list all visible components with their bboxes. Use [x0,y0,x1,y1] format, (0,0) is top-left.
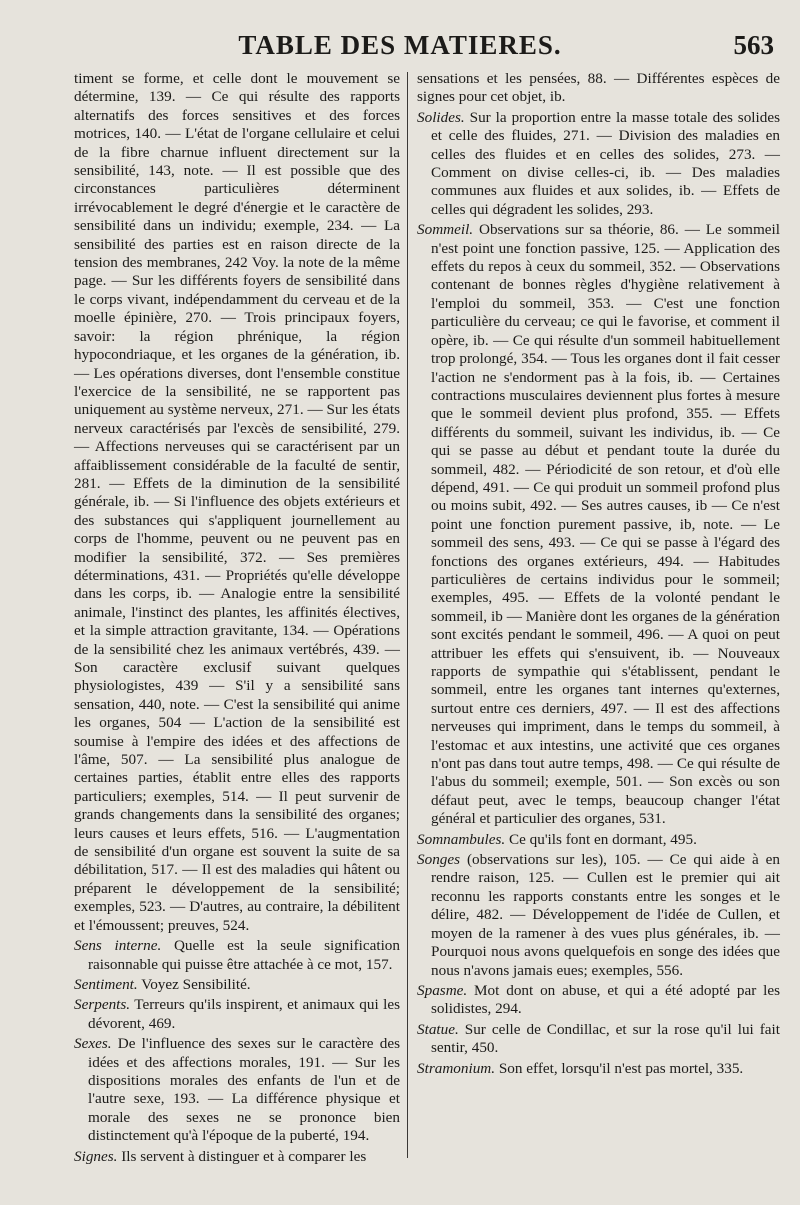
column-divider [407,72,408,1158]
entry-heading: Spasme. [417,981,468,999]
index-entry [74,1148,400,1166]
entry-heading: Sens interne. [74,937,162,955]
index-entry [74,1035,400,1145]
index-entry [417,831,780,849]
index-entry [74,976,400,994]
left-column [74,70,400,1168]
running-head [0,30,800,66]
index-entry [417,1021,780,1058]
entry-text: Son effet, lorsqu'il n'est pas mortel, 335. [495,1059,744,1077]
entry-text: timent se forme, et celle dont le mouvement se détermine, 139. — Ce qui résulte des rapports alternatifs des forces sensitives et des forces motrices, 140. — L'état de l'organe cellulaire et celui de la fibre charnue influent directement sur la sensibilité, 143, note. — Il est possible que des circonstances particulières déterminent irrévocablement le degré d'énergie et le caractère de sensibilité dans un individu; exemple, 234. — La sensibilité des parties est en raison directe de la tension des membranes, 242 Voy. la note de la même page. — Sur les différents foyers de sensibilité dans le corps vivant, indépendamment du cerveau et de la moelle épinière, 270. — Trois principaux foyers, savoir: la région phrénique, la région hypocondriaque, et les organes de la génération, ib. — Les opérations diverses, dont l'ensemble constitue l'exercice de la sensibilité, ne se rapportent pas uniquement au système nerveux, 271. — Sur les états nerveux caractérisés par l'excès de sensibilité, 279. — Affections nerveuses qui se caractérisent par un affaiblissement considérable de la faculté de sentir, 281. — Effets de la diminution de la sensibilité générale, ib. — Si l'influence des objets extérieurs et des substances qui s'appliquent journellement au corps de l'homme, peuvent ou ne peuvent pas en modifier la sensibilité, 372. — Ses premières déterminations, 431. — Propriétés qu'elle développe dans les corps, ib. — Analogie entre la sensibilité animale, l'instinct des plantes, les affinités électives, et la simple attraction gravitante, 134. — Opérations de la sensibilité chez les animaux vertébrés, 439. — Son caractère exclusif suivant quelques physiologistes, 439 — S'il y a sensibilité sans sensation, 440, note. — C'est la sensibilité qui anime les organes, 504 — L'action de la sensibilité est soumise à l'empire des idées et des affections de l'âme, 507. — La sensibilité plus analogue de certaines parties, établit entre elles des rapports particuliers; exemples, 514. — Il peut survenir de grands changements dans la sensibilité des organes; leurs causes et leurs effets, 516. — L'augmentation de sensibilité d'un organe est souvent la suite de sa débilitation, 517. — Il est des maladies qui hâtent ou préparent le développement de la sensibilité; exemples, 523. — D'autres, au contraire, la débilitent et l'émoussent; preuves, 524. [74,70,400,934]
page-title: TABLE DES MATIERES. [238,30,562,60]
index-entry [417,1060,780,1078]
entry-text: Mot dont on abuse, et qui a été adopté par les solidistes, 294. [431,981,780,1018]
index-entry-continuation [74,70,400,935]
entry-heading: Statue. [417,1020,459,1038]
index-entry [417,851,780,980]
entry-text: Observations sur sa théorie, 86. — Le sommeil n'est point une fonction passive, 125. — Application des effets du repos à ceux du sommeil, 352. — Observations contenant de bonnes règles d'hygiène relativement à l'emploi du sommeil, 353. — C'est une fonction particulière du cerveau; ce qui le favorise, et comment il opère, ib. — Ce qui résulte d'un sommeil habituellement trop prolongé, 354. — Tous les organes dont il fait cesser l'action ne s'endorment pas à la fois, ib. — Certaines contractions musculaires deviennent plus fortes à mesure que le sommeil devient plus profond, 355. — Effets différents du sommeil, suivant les individus, ib. — Ce qui se passe au début et pendant toute la durée du sommeil, 482. — Périodicité de son retour, et d'où elle dépend, 491. — Ce qui produit un sommeil profond plus ou moins subit, 492. — Ses autres causes, ib — Ce n'est point une fonction purement passive, ib, note. — Le sommeil des sens, 493. — Ce qui se passe à l'égard des fonctions des organes extérieurs, 494. — Habitudes particulières de certains individus pour le sommeil; exemples, 495. — Effets de la volonté pendant le sommeil, ib — Manière dont les organes de la génération sont excités pendant le sommeil, 496. — A quoi on peut attribuer les effets qui s'ensuivent, ib. — Nouveaux rapports de sympathie qui s'établissent, pendant le sommeil, entre les organes tant internes qu'externes, surtout entre ces derniers, 497. — Il est des affections nerveuses qui impriment, dans le temps du sommeil, à l'estomac et aux intestins, une activité que ces organes n'ont pas dans tout autre temps, 498. — Ce qui résulte de l'abus du sommeil; exemple, 501. — Son excès ou son défaut peut, avec le temps, beaucoup changer l'état général et particulier des organes, 531. [431,221,780,828]
index-entry [417,109,780,219]
index-entry [74,937,400,974]
entry-text: Sur la proportion entre la masse totale des solides et celle des fluides, 271. — Division des maladies en celles des fluides et en celles des solides, 273. — Comment on divise celles-ci, ib. — Des maladies communes aux fluides et aux solides, ib. — Effets de celles qui dégradent les solides, 293. [431,108,780,218]
index-entry-continuation [417,70,780,107]
entry-heading: Somnambules. [417,830,506,848]
right-column [417,70,780,1080]
entry-text: sensations et les pensées, 88. — Différentes espèces de signes pour cet objet, ib. [417,70,780,106]
entry-heading: Sexes. [74,1035,112,1053]
entry-heading: Songes [417,851,461,869]
index-entry [417,982,780,1019]
entry-text: Voyez Sensibilité. [137,975,251,993]
entry-heading: Solides. [417,108,465,126]
entry-heading: Signes. [74,1147,118,1165]
entry-text: (observations sur les), 105. — Ce qui aide à en rendre raison, 125. — Cullen est le premier qui ait reconnu les rapports constants entre les songes et le délire, 482. — Développement de l'idée de Cullen, et moyen de la ramener à des vues plus générales, ib. — Pourquoi nous avons quelquefois en songe des idées que nous n'avons jamais eues; exemples, 556. [431,851,780,979]
entry-text: De l'influence des sexes sur le caractère des idées et des affections morales, 191. — Sur les dispositions morales des enfants de l'un et de l'autre sexe, 193. — La différence physique et morale des sexes ne se prononce bien distinctement qu'à l'époque de la puberté, 194. [88,1035,400,1145]
index-entry [74,996,400,1033]
page-number: 563 [733,30,774,60]
entry-heading: Sommeil. [417,221,474,239]
entry-heading: Serpents. [74,996,131,1014]
entry-text: Quelle est la seule signification raisonnable qui puisse être attachée à ce mot, 157. [88,937,400,973]
entry-text: Ils servent à distinguer et à comparer les [117,1147,367,1165]
entry-text: Ce qu'ils font en dormant, 495. [505,830,697,848]
entry-heading: Sentiment. [74,975,138,993]
index-entry [417,221,780,828]
entry-text: Sur celle de Condillac, et sur la rose qu'il lui fait sentir, 450. [431,1020,780,1057]
entry-text: Terreurs qu'ils inspirent, et animaux qui les dévorent, 469. [88,996,400,1032]
entry-heading: Stramonium. [417,1059,496,1077]
